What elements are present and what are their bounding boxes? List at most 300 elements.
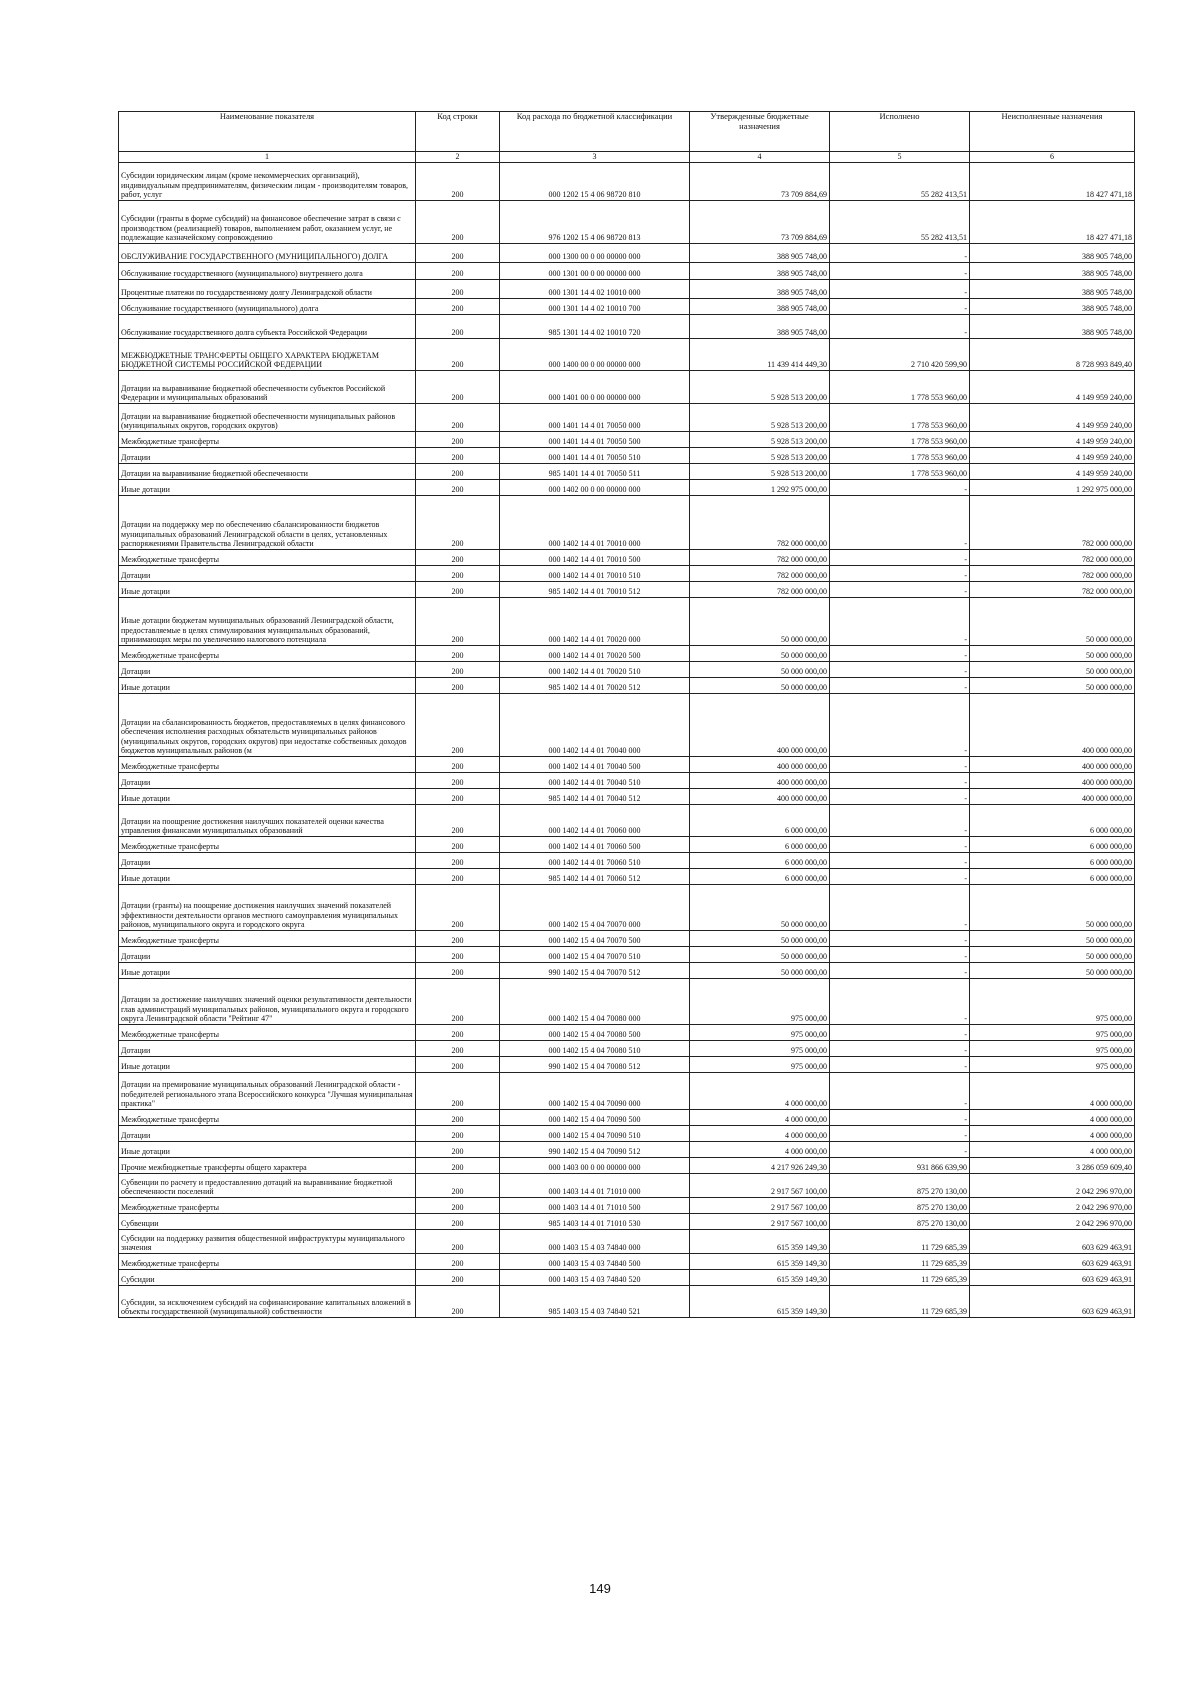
row-approved-cell: 388 905 748,00 (690, 243, 830, 262)
row-executed-cell: - (830, 298, 970, 314)
row-classification-code-cell: 000 1402 14 4 01 70040 510 (500, 772, 690, 788)
row-classification-code-cell: 000 1402 14 4 01 70020 510 (500, 661, 690, 677)
row-approved-cell: 2 917 567 100,00 (690, 1197, 830, 1213)
row-name-cell: Иные дотации (119, 677, 416, 693)
row-name-cell: Дотации на сбалансированность бюджетов, предоставляемых в целях финансового обеспечения исполнения расходных обязательств муниципальных районов (муниципальных округов, городских округов) при недостатке собственных доходов бюджетов муниципальных районов (м (119, 693, 416, 756)
row-executed-cell: - (830, 279, 970, 298)
table-row (119, 884, 1135, 930)
table-row (119, 645, 1135, 661)
table-row (119, 1213, 1135, 1229)
table-row (119, 495, 1135, 549)
row-line-code-cell: 200 (416, 549, 500, 565)
table-row (119, 756, 1135, 772)
row-classification-code-cell: 000 1301 14 4 02 10010 000 (500, 279, 690, 298)
row-executed-cell: - (830, 884, 970, 930)
table-row (119, 314, 1135, 338)
row-unexecuted-cell: 50 000 000,00 (970, 930, 1135, 946)
row-name-cell: Иные дотации (119, 479, 416, 495)
row-line-code-cell: 200 (416, 447, 500, 463)
row-unexecuted-cell: 6 000 000,00 (970, 852, 1135, 868)
table-row (119, 370, 1135, 403)
row-unexecuted-cell: 400 000 000,00 (970, 693, 1135, 756)
row-line-code-cell: 200 (416, 1072, 500, 1109)
row-classification-code-cell: 990 1402 15 4 04 70070 512 (500, 962, 690, 978)
row-line-code-cell: 200 (416, 804, 500, 836)
row-line-code-cell: 200 (416, 338, 500, 370)
table-row (119, 1197, 1135, 1213)
row-unexecuted-cell: 975 000,00 (970, 1040, 1135, 1056)
row-approved-cell: 6 000 000,00 (690, 868, 830, 884)
row-line-code-cell: 200 (416, 479, 500, 495)
row-line-code-cell: 200 (416, 597, 500, 645)
row-line-code-cell: 200 (416, 1141, 500, 1157)
row-unexecuted-cell: 50 000 000,00 (970, 962, 1135, 978)
table-row (119, 200, 1135, 243)
row-unexecuted-cell: 4 149 959 240,00 (970, 370, 1135, 403)
row-executed-cell: - (830, 1040, 970, 1056)
row-classification-code-cell: 000 1403 15 4 03 74840 500 (500, 1253, 690, 1269)
row-classification-code-cell: 000 1402 15 4 04 70070 000 (500, 884, 690, 930)
page-number: 149 (589, 1581, 611, 1596)
table-row (119, 162, 1135, 200)
row-unexecuted-cell: 388 905 748,00 (970, 279, 1135, 298)
row-approved-cell: 782 000 000,00 (690, 581, 830, 597)
row-unexecuted-cell: 400 000 000,00 (970, 788, 1135, 804)
row-approved-cell: 50 000 000,00 (690, 946, 830, 962)
row-line-code-cell: 200 (416, 162, 500, 200)
row-executed-cell: - (830, 495, 970, 549)
row-name-cell: МЕЖБЮДЖЕТНЫЕ ТРАНСФЕРТЫ ОБЩЕГО ХАРАКТЕРА БЮДЖЕТАМ БЮДЖЕТНОЙ СИСТЕМЫ РОССИЙСКОЙ ФЕДЕРАЦИИ (119, 338, 416, 370)
row-unexecuted-cell: 50 000 000,00 (970, 884, 1135, 930)
row-classification-code-cell: 000 1402 14 4 01 70010 510 (500, 565, 690, 581)
row-classification-code-cell: 985 1402 14 4 01 70060 512 (500, 868, 690, 884)
row-unexecuted-cell: 2 042 296 970,00 (970, 1197, 1135, 1213)
row-executed-cell: - (830, 930, 970, 946)
row-unexecuted-cell: 603 629 463,91 (970, 1269, 1135, 1285)
row-executed-cell: 1 778 553 960,00 (830, 463, 970, 479)
row-unexecuted-cell: 400 000 000,00 (970, 772, 1135, 788)
row-classification-code-cell: 000 1402 14 4 01 70040 000 (500, 693, 690, 756)
row-executed-cell: 1 778 553 960,00 (830, 447, 970, 463)
row-executed-cell: - (830, 645, 970, 661)
row-executed-cell: - (830, 978, 970, 1024)
row-name-cell: Дотации (119, 772, 416, 788)
row-name-cell: ОБСЛУЖИВАНИЕ ГОСУДАРСТВЕННОГО (МУНИЦИПАЛЬНОГО) ДОЛГА (119, 243, 416, 262)
row-classification-code-cell: 000 1402 14 4 01 70060 000 (500, 804, 690, 836)
row-unexecuted-cell: 603 629 463,91 (970, 1253, 1135, 1269)
row-line-code-cell: 200 (416, 693, 500, 756)
row-name-cell: Обслуживание государственного долга субъекта Российской Федерации (119, 314, 416, 338)
row-unexecuted-cell: 2 042 296 970,00 (970, 1173, 1135, 1197)
table-row (119, 403, 1135, 431)
row-approved-cell: 400 000 000,00 (690, 693, 830, 756)
table-row (119, 804, 1135, 836)
row-executed-cell: - (830, 868, 970, 884)
row-unexecuted-cell: 4 149 959 240,00 (970, 463, 1135, 479)
row-name-cell: Дотации на поощрение достижения наилучших показателей оценки качества управления финансами муниципальных образований (119, 804, 416, 836)
row-line-code-cell: 200 (416, 788, 500, 804)
row-approved-cell: 5 928 513 200,00 (690, 447, 830, 463)
row-executed-cell: - (830, 1141, 970, 1157)
row-classification-code-cell: 985 1403 15 4 03 74840 521 (500, 1285, 690, 1317)
row-line-code-cell: 200 (416, 1197, 500, 1213)
row-name-cell: Дотации (119, 946, 416, 962)
table-row (119, 1141, 1135, 1157)
table-row (119, 1109, 1135, 1125)
row-executed-cell: - (830, 962, 970, 978)
row-classification-code-cell: 000 1402 14 4 01 70060 510 (500, 852, 690, 868)
row-approved-cell: 50 000 000,00 (690, 597, 830, 645)
row-unexecuted-cell: 1 292 975 000,00 (970, 479, 1135, 495)
row-classification-code-cell: 000 1402 14 4 01 70040 500 (500, 756, 690, 772)
row-name-cell: Субсидии на поддержку развития общественной инфраструктуры муниципального значения (119, 1229, 416, 1253)
row-approved-cell: 50 000 000,00 (690, 645, 830, 661)
row-unexecuted-cell: 388 905 748,00 (970, 243, 1135, 262)
table-row (119, 447, 1135, 463)
table-row (119, 978, 1135, 1024)
row-line-code-cell: 200 (416, 884, 500, 930)
row-line-code-cell: 200 (416, 1040, 500, 1056)
row-executed-cell: 875 270 130,00 (830, 1213, 970, 1229)
table-row (119, 1173, 1135, 1197)
row-unexecuted-cell: 50 000 000,00 (970, 661, 1135, 677)
row-line-code-cell: 200 (416, 852, 500, 868)
row-executed-cell: - (830, 565, 970, 581)
row-executed-cell: 55 282 413,51 (830, 200, 970, 243)
row-unexecuted-cell: 50 000 000,00 (970, 645, 1135, 661)
row-line-code-cell: 200 (416, 463, 500, 479)
row-approved-cell: 400 000 000,00 (690, 756, 830, 772)
row-unexecuted-cell: 8 728 993 849,40 (970, 338, 1135, 370)
row-approved-cell: 388 905 748,00 (690, 314, 830, 338)
row-classification-code-cell: 985 1401 14 4 01 70050 511 (500, 463, 690, 479)
row-executed-cell: - (830, 1109, 970, 1125)
row-executed-cell: - (830, 549, 970, 565)
row-line-code-cell: 200 (416, 1056, 500, 1072)
row-classification-code-cell: 000 1401 00 0 00 00000 000 (500, 370, 690, 403)
header-line-code: Код строки (416, 112, 500, 152)
row-line-code-cell: 200 (416, 279, 500, 298)
row-line-code-cell: 200 (416, 677, 500, 693)
row-approved-cell: 615 359 149,30 (690, 1269, 830, 1285)
row-executed-cell: - (830, 243, 970, 262)
table-row (119, 868, 1135, 884)
row-executed-cell: - (830, 1072, 970, 1109)
row-approved-cell: 400 000 000,00 (690, 788, 830, 804)
row-unexecuted-cell: 782 000 000,00 (970, 495, 1135, 549)
row-name-cell: Межбюджетные трансферты (119, 1109, 416, 1125)
row-executed-cell: - (830, 661, 970, 677)
column-number: 3 (500, 152, 690, 163)
row-name-cell: Субсидии, за исключением субсидий на софинансирование капитальных вложений в объекты государственной (муниципальной) собственности (119, 1285, 416, 1317)
table-row (119, 581, 1135, 597)
table-row (119, 1024, 1135, 1040)
row-name-cell: Дотации на выравнивание бюджетной обеспеченности субъектов Российской Федерации и муниципальных образований (119, 370, 416, 403)
table-row (119, 463, 1135, 479)
row-executed-cell: 11 729 685,39 (830, 1285, 970, 1317)
table-row (119, 243, 1135, 262)
row-classification-code-cell: 000 1300 00 0 00 00000 000 (500, 243, 690, 262)
row-line-code-cell: 200 (416, 661, 500, 677)
row-line-code-cell: 200 (416, 756, 500, 772)
table-row (119, 479, 1135, 495)
row-name-cell: Дотации на выравнивание бюджетной обеспеченности муниципальных районов (муниципальных округов, городских округов) (119, 403, 416, 431)
table-row (119, 262, 1135, 279)
row-executed-cell: - (830, 262, 970, 279)
row-line-code-cell: 200 (416, 1109, 500, 1125)
table-row (119, 852, 1135, 868)
row-name-cell: Субсидии (119, 1269, 416, 1285)
row-name-cell: Межбюджетные трансферты (119, 1024, 416, 1040)
row-approved-cell: 6 000 000,00 (690, 852, 830, 868)
row-classification-code-cell: 000 1402 15 4 04 70090 000 (500, 1072, 690, 1109)
table-row (119, 298, 1135, 314)
row-line-code-cell: 200 (416, 1125, 500, 1141)
row-line-code-cell: 200 (416, 1285, 500, 1317)
row-executed-cell: - (830, 693, 970, 756)
row-executed-cell: - (830, 772, 970, 788)
row-classification-code-cell: 976 1202 15 4 06 98720 813 (500, 200, 690, 243)
row-line-code-cell: 200 (416, 1253, 500, 1269)
row-approved-cell: 388 905 748,00 (690, 262, 830, 279)
column-number: 5 (830, 152, 970, 163)
row-unexecuted-cell: 782 000 000,00 (970, 581, 1135, 597)
row-name-cell: Субвенции по расчету и предоставлению дотаций на выравнивание бюджетной обеспеченности поселений (119, 1173, 416, 1197)
row-line-code-cell: 200 (416, 431, 500, 447)
row-unexecuted-cell: 4 149 959 240,00 (970, 447, 1135, 463)
row-approved-cell: 2 917 567 100,00 (690, 1213, 830, 1229)
row-unexecuted-cell: 4 000 000,00 (970, 1072, 1135, 1109)
row-line-code-cell: 200 (416, 930, 500, 946)
row-line-code-cell: 200 (416, 1213, 500, 1229)
row-unexecuted-cell: 975 000,00 (970, 978, 1135, 1024)
row-classification-code-cell: 985 1402 14 4 01 70010 512 (500, 581, 690, 597)
row-name-cell: Иные дотации (119, 581, 416, 597)
row-line-code-cell: 200 (416, 1269, 500, 1285)
row-line-code-cell: 200 (416, 243, 500, 262)
row-approved-cell: 975 000,00 (690, 1024, 830, 1040)
row-classification-code-cell: 990 1402 15 4 04 70080 512 (500, 1056, 690, 1072)
row-executed-cell: 11 729 685,39 (830, 1253, 970, 1269)
row-executed-cell: - (830, 581, 970, 597)
row-approved-cell: 50 000 000,00 (690, 661, 830, 677)
row-line-code-cell: 200 (416, 314, 500, 338)
row-executed-cell: - (830, 1024, 970, 1040)
row-name-cell: Межбюджетные трансферты (119, 431, 416, 447)
row-unexecuted-cell: 975 000,00 (970, 1056, 1135, 1072)
row-approved-cell: 73 709 884,69 (690, 162, 830, 200)
row-unexecuted-cell: 50 000 000,00 (970, 946, 1135, 962)
header-approved-appropriations: Утвержденные бюджетные назначения (690, 112, 830, 152)
row-unexecuted-cell: 6 000 000,00 (970, 836, 1135, 852)
row-executed-cell: 1 778 553 960,00 (830, 403, 970, 431)
row-approved-cell: 11 439 414 449,30 (690, 338, 830, 370)
row-name-cell: Иные дотации (119, 1056, 416, 1072)
table-row (119, 338, 1135, 370)
table-row (119, 1285, 1135, 1317)
row-approved-cell: 6 000 000,00 (690, 836, 830, 852)
row-name-cell: Субсидии юридическим лицам (кроме некоммерческих организаций), индивидуальным предпринимателям, физическим лицам - производителям товаров, работ, услуг (119, 162, 416, 200)
row-line-code-cell: 200 (416, 1157, 500, 1173)
row-name-cell: Обслуживание государственного (муниципального) внутреннего долга (119, 262, 416, 279)
row-unexecuted-cell: 388 905 748,00 (970, 262, 1135, 279)
row-approved-cell: 5 928 513 200,00 (690, 431, 830, 447)
row-approved-cell: 615 359 149,30 (690, 1229, 830, 1253)
row-classification-code-cell: 000 1402 15 4 04 70090 500 (500, 1109, 690, 1125)
row-approved-cell: 5 928 513 200,00 (690, 463, 830, 479)
row-name-cell: Межбюджетные трансферты (119, 549, 416, 565)
row-classification-code-cell: 000 1403 15 4 03 74840 520 (500, 1269, 690, 1285)
row-unexecuted-cell: 388 905 748,00 (970, 314, 1135, 338)
table-row (119, 431, 1135, 447)
table-row (119, 549, 1135, 565)
row-classification-code-cell: 000 1402 15 4 04 70070 500 (500, 930, 690, 946)
row-classification-code-cell: 000 1402 15 4 04 70070 510 (500, 946, 690, 962)
row-executed-cell: - (830, 479, 970, 495)
row-line-code-cell: 200 (416, 946, 500, 962)
row-classification-code-cell: 000 1403 15 4 03 74840 000 (500, 1229, 690, 1253)
row-unexecuted-cell: 50 000 000,00 (970, 677, 1135, 693)
row-classification-code-cell: 000 1301 14 4 02 10010 700 (500, 298, 690, 314)
row-line-code-cell: 200 (416, 262, 500, 279)
row-name-cell: Дотации на выравнивание бюджетной обеспеченности (119, 463, 416, 479)
row-name-cell: Обслуживание государственного (муниципального) долга (119, 298, 416, 314)
row-name-cell: Иные дотации (119, 868, 416, 884)
row-line-code-cell: 200 (416, 495, 500, 549)
row-approved-cell: 1 292 975 000,00 (690, 479, 830, 495)
row-unexecuted-cell: 50 000 000,00 (970, 597, 1135, 645)
row-unexecuted-cell: 3 286 059 609,40 (970, 1157, 1135, 1173)
row-approved-cell: 615 359 149,30 (690, 1253, 830, 1269)
header-budget-classification-code: Код расхода по бюджетной классификации (500, 112, 690, 152)
row-classification-code-cell: 000 1402 14 4 01 70010 000 (500, 495, 690, 549)
row-line-code-cell: 200 (416, 978, 500, 1024)
row-unexecuted-cell: 6 000 000,00 (970, 804, 1135, 836)
row-executed-cell: - (830, 1125, 970, 1141)
row-unexecuted-cell: 4 000 000,00 (970, 1109, 1135, 1125)
row-classification-code-cell: 000 1401 14 4 01 70050 500 (500, 431, 690, 447)
row-name-cell: Дотации на поддержку мер по обеспечению сбалансированности бюджетов муниципальных образований Ленинградской области в целях, установленных распоряжениями Правительства Ленинградской области (119, 495, 416, 549)
row-executed-cell: 875 270 130,00 (830, 1173, 970, 1197)
row-executed-cell: - (830, 677, 970, 693)
row-classification-code-cell: 000 1402 15 4 04 70080 500 (500, 1024, 690, 1040)
row-executed-cell: - (830, 836, 970, 852)
row-approved-cell: 975 000,00 (690, 1056, 830, 1072)
row-name-cell: Дотации (119, 565, 416, 581)
row-name-cell: Межбюджетные трансферты (119, 930, 416, 946)
row-name-cell: Дотации (119, 447, 416, 463)
row-classification-code-cell: 985 1402 14 4 01 70020 512 (500, 677, 690, 693)
row-approved-cell: 50 000 000,00 (690, 884, 830, 930)
table-row (119, 1125, 1135, 1141)
row-approved-cell: 50 000 000,00 (690, 930, 830, 946)
row-name-cell: Дотации (119, 852, 416, 868)
column-number: 6 (970, 152, 1135, 163)
row-executed-cell: - (830, 788, 970, 804)
row-name-cell: Дотации (119, 661, 416, 677)
table-row (119, 565, 1135, 581)
row-executed-cell: 1 778 553 960,00 (830, 370, 970, 403)
row-executed-cell: 931 866 639,90 (830, 1157, 970, 1173)
row-name-cell: Межбюджетные трансферты (119, 1197, 416, 1213)
row-line-code-cell: 200 (416, 772, 500, 788)
row-unexecuted-cell: 4 000 000,00 (970, 1125, 1135, 1141)
table-header-row (119, 112, 1135, 152)
row-unexecuted-cell: 603 629 463,91 (970, 1285, 1135, 1317)
row-line-code-cell: 200 (416, 1229, 500, 1253)
row-approved-cell: 4 000 000,00 (690, 1072, 830, 1109)
row-approved-cell: 975 000,00 (690, 1040, 830, 1056)
row-executed-cell: 875 270 130,00 (830, 1197, 970, 1213)
row-line-code-cell: 200 (416, 868, 500, 884)
row-approved-cell: 782 000 000,00 (690, 495, 830, 549)
header-indicator-name: Наименование показателя (119, 112, 416, 152)
row-classification-code-cell: 000 1402 14 4 01 70020 000 (500, 597, 690, 645)
row-name-cell: Иные дотации бюджетам муниципальных образований Ленинградской области, предоставляемые в целях стимулирования муниципальных образований, принимающих меры по увеличению налогового потенциала (119, 597, 416, 645)
row-unexecuted-cell: 975 000,00 (970, 1024, 1135, 1040)
header-executed: Исполнено (830, 112, 970, 152)
table-row (119, 597, 1135, 645)
row-classification-code-cell: 985 1403 14 4 01 71010 530 (500, 1213, 690, 1229)
row-classification-code-cell: 985 1402 14 4 01 70040 512 (500, 788, 690, 804)
row-executed-cell: - (830, 946, 970, 962)
row-line-code-cell: 200 (416, 645, 500, 661)
row-approved-cell: 4 000 000,00 (690, 1141, 830, 1157)
row-unexecuted-cell: 6 000 000,00 (970, 868, 1135, 884)
row-name-cell: Дотации (гранты) на поощрение достижения наилучших значений показателей эффективности деятельности органов местного самоуправления муниципальных районов, муниципального округа и городского округа (119, 884, 416, 930)
table-row (119, 946, 1135, 962)
row-approved-cell: 782 000 000,00 (690, 565, 830, 581)
row-executed-cell: - (830, 1056, 970, 1072)
header-unexecuted-appropriations: Неисполненные назначения (970, 112, 1135, 152)
row-name-cell: Субсидии (гранты в форме субсидий) на финансовое обеспечение затрат в связи с производством (реализацией) товаров, выполнением работ, оказанием услуг, не подлежащие казначейскому сопровождению (119, 200, 416, 243)
row-name-cell: Дотации (119, 1125, 416, 1141)
row-unexecuted-cell: 4 149 959 240,00 (970, 403, 1135, 431)
row-unexecuted-cell: 603 629 463,91 (970, 1229, 1135, 1253)
row-classification-code-cell: 985 1301 14 4 02 10010 720 (500, 314, 690, 338)
row-name-cell: Процентные платежи по государственному долгу Ленинградской области (119, 279, 416, 298)
table-row (119, 677, 1135, 693)
row-name-cell: Прочие межбюджетные трансферты общего характера (119, 1157, 416, 1173)
row-classification-code-cell: 000 1402 14 4 01 70010 500 (500, 549, 690, 565)
row-unexecuted-cell: 388 905 748,00 (970, 298, 1135, 314)
row-executed-cell: - (830, 597, 970, 645)
table-row (119, 788, 1135, 804)
row-approved-cell: 73 709 884,69 (690, 200, 830, 243)
row-line-code-cell: 200 (416, 565, 500, 581)
table-row (119, 962, 1135, 978)
row-line-code-cell: 200 (416, 298, 500, 314)
column-number: 1 (119, 152, 416, 163)
row-classification-code-cell: 000 1403 14 4 01 71010 500 (500, 1197, 690, 1213)
row-line-code-cell: 200 (416, 1024, 500, 1040)
row-unexecuted-cell: 4 149 959 240,00 (970, 431, 1135, 447)
row-unexecuted-cell: 782 000 000,00 (970, 565, 1135, 581)
row-approved-cell: 6 000 000,00 (690, 804, 830, 836)
row-name-cell: Иные дотации (119, 1141, 416, 1157)
table-row (119, 1056, 1135, 1072)
row-line-code-cell: 200 (416, 962, 500, 978)
row-executed-cell: - (830, 756, 970, 772)
row-classification-code-cell: 000 1400 00 0 00 00000 000 (500, 338, 690, 370)
row-name-cell: Иные дотации (119, 962, 416, 978)
row-approved-cell: 975 000,00 (690, 978, 830, 1024)
row-executed-cell: - (830, 314, 970, 338)
table-body (119, 162, 1135, 1317)
row-approved-cell: 400 000 000,00 (690, 772, 830, 788)
row-unexecuted-cell: 400 000 000,00 (970, 756, 1135, 772)
budget-report-sheet (118, 111, 1134, 1318)
